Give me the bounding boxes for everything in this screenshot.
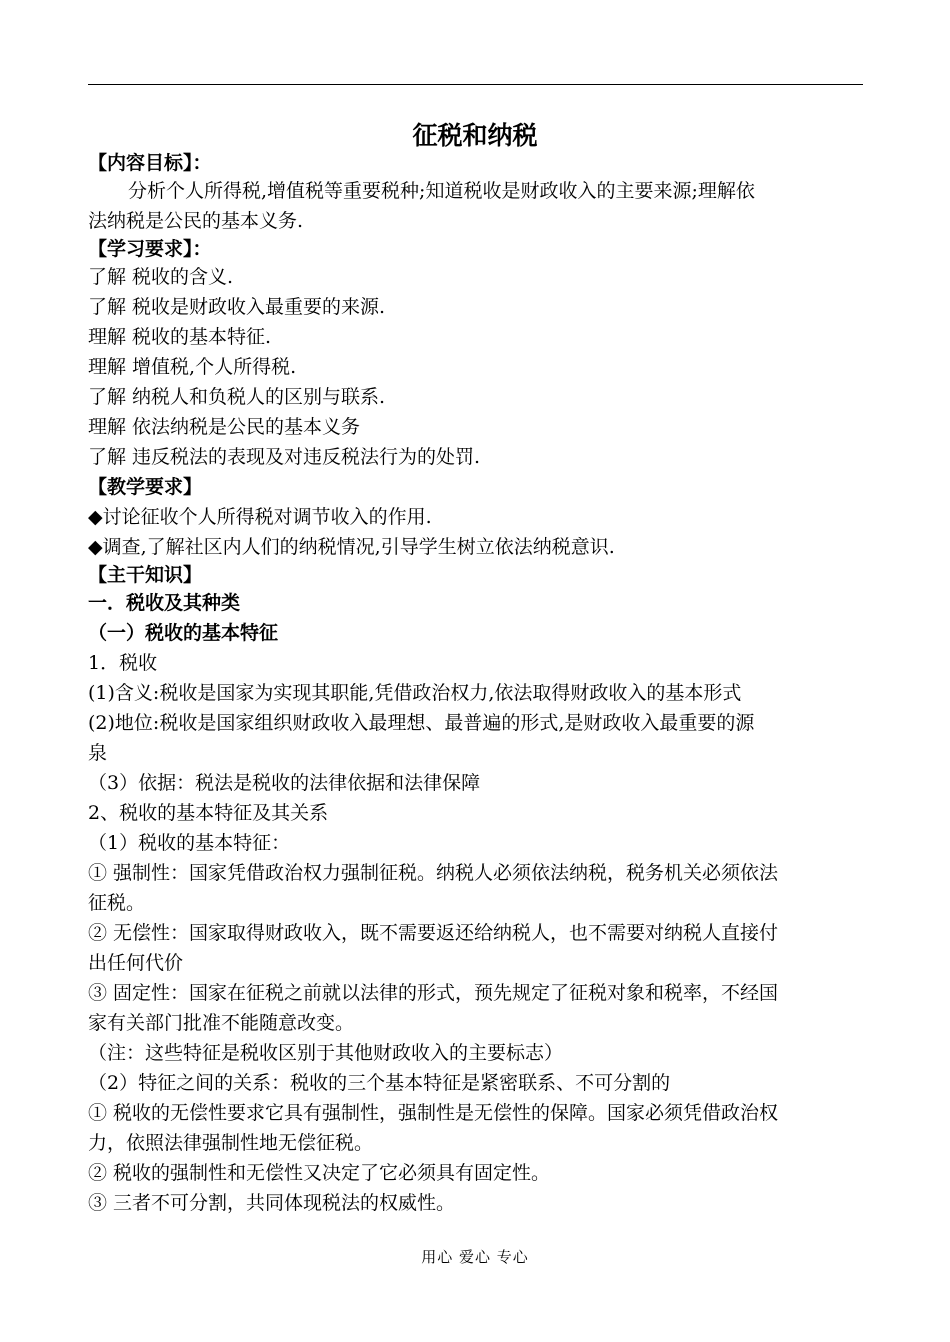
main-knowledge-heading: 【主干知识】 [88,564,203,586]
body-line: ① 税收的无偿性要求它具有强制性，强制性是无偿性的保障。国家必须凭借政治权 [88,1102,779,1124]
study-requirement-item: 理解 依法纳税是公民的基本义务 [88,416,361,438]
part1-subheading: （一）税收的基本特征 [88,622,279,644]
content-goal-text: 法纳税是公民的基本义务. [88,210,304,232]
study-requirement-item: 了解 税收的含义. [88,266,234,288]
header-rule [88,84,863,85]
document-body [88,150,863,1218]
content-goal-heading: 【内容目标】： [88,152,212,174]
body-line: 泉 [88,742,108,764]
page-footer: 用心 爱心 专心 [421,1248,529,1266]
body-line: ③ 固定性：国家在征税之前就以法律的形式，预先规定了征税对象和税率，不经国 [88,982,779,1004]
body-line: 1．税收 [88,652,158,674]
body-line: 征税。 [88,892,146,914]
body-line: 家有关部门批准不能随意改变。 [88,1012,355,1034]
study-requirements-heading: 【学习要求】： [88,238,212,260]
page-title: 征税和纳税 [412,121,538,150]
body-line: 2、税收的基本特征及其关系 [88,802,329,824]
study-requirement-item: 理解 增值税,个人所得税. [88,356,297,378]
body-line: 出任何代价 [88,952,184,974]
study-requirement-item: 了解 纳税人和负税人的区别与联系. [88,386,386,408]
body-line: （1）税收的基本特征： [88,832,291,854]
body-line: (2)地位:税收是国家组织财政收入最理想、最普遍的形式,是财政收入最重要的源 [88,712,755,734]
study-requirement-item: 了解 税收是财政收入最重要的来源. [88,296,386,318]
body-line: ② 无偿性：国家取得财政收入，既不需要返还给纳税人，也不需要对纳税人直接付 [88,922,779,944]
body-line: ① 强制性：国家凭借政治权力强制征税。纳税人必须依法纳税，税务机关必须依法 [88,862,779,884]
body-line: ② 税收的强制性和无偿性又决定了它必须具有固定性。 [88,1162,551,1184]
teaching-requirement-item: ◆调查,了解社区内人们的纳税情况,引导学生树立依法纳税意识. [88,536,615,558]
teaching-requirements-heading: 【教学要求】 [88,476,203,498]
body-line: （2）特征之间的关系：税收的三个基本特征是紧密联系、不可分割的 [88,1072,671,1094]
teaching-requirement-item: ◆讨论征收个人所得税对调节收入的作用. [88,506,432,528]
study-requirement-item: 了解 违反税法的表现及对违反税法行为的处罚. [88,446,481,468]
body-line: （注：这些特征是税收区别于其他财政收入的主要标志） [88,1042,564,1064]
part1-heading: 一．税收及其种类 [88,592,241,614]
body-line: 力，依照法律强制性地无偿征税。 [88,1132,374,1154]
study-requirement-item: 理解 税收的基本特征. [88,326,272,348]
body-line: (1)含义:税收是国家为实现其职能,凭借政治权力,依法取得财政收入的基本形式 [88,682,742,704]
body-line: （3）依据：税法是税收的法律依据和法律保障 [88,772,481,794]
content-goal-text: 分析个人所得税,增值税等重要税种;知道税收是财政收入的主要来源;理解依 [128,180,755,202]
body-line: ③ 三者不可分割，共同体现税法的权威性。 [88,1192,456,1214]
